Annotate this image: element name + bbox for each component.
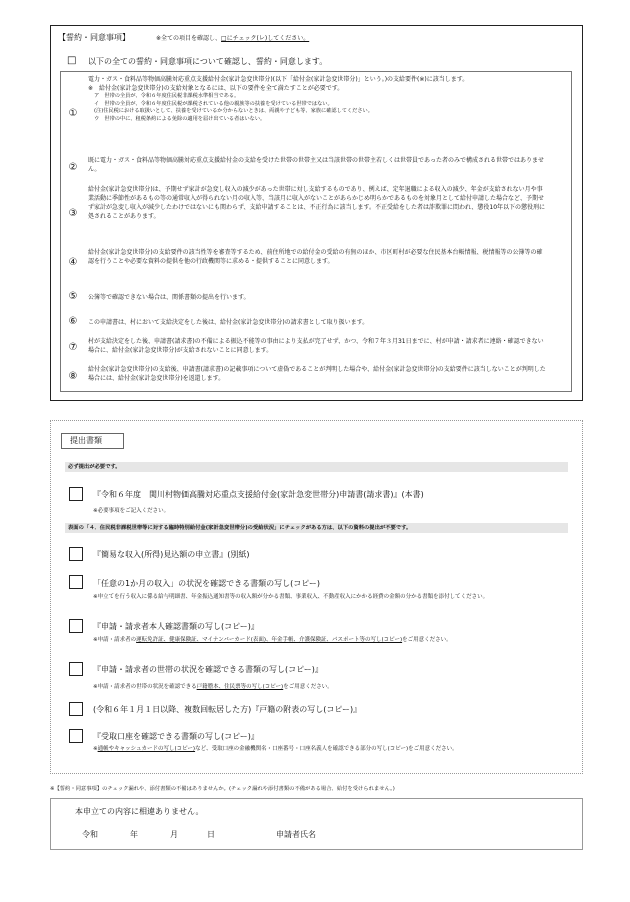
pledge-instruction-underlined: □にチェック(レ)してください。	[221, 35, 310, 42]
signature-month: 月	[170, 830, 178, 839]
pledge-item-number: ⑥	[68, 316, 78, 327]
pledge-item-sub: ア 世帯の全員が、令和６年度住民税非課税水準相当である。	[94, 93, 240, 99]
pledge-item-sub: (注)住民税における取扱いとして、扶養を受けているか分からないときは、両親や子ども等、家族に確認してください。	[94, 108, 373, 115]
pledge-item-number: ②	[68, 162, 78, 173]
doc5-label: 『申請・請求者の世帯の状況を確認できる書類の写し(コピー)』	[93, 665, 323, 674]
doc5-note-suffix: をご用意ください。	[283, 684, 333, 690]
pledge-item-number: ⑧	[68, 371, 78, 382]
signature-year: 年	[130, 830, 138, 839]
doc1-checkbox[interactable]	[69, 487, 83, 501]
doc1-label: 『令和６年度 関川村物価高騰対応重点支援給付金(家計急変世帯分)申請書(請求書)』(本書)	[93, 490, 424, 499]
pledge-item-text: 給付金(家計急変世帯分)の支給後、申請書(請求書)の記載事項について虚偽であることが判明した場合や、給付金(家計急変世帯分)の支給要件に該当しないことが判明した場合には、給付金(家計急変世帯分)を返還します。	[88, 366, 546, 382]
doc3-label: 「任意の1か月の収入」の状況を確認できる書類の写し(コピー)	[93, 579, 321, 588]
pledge-item-text: 公簿等で確認できない場合は、関係書類の提出を行います。	[88, 294, 250, 301]
doc4-note-underlined: 運転免許証、健康保険証、マイナンバーカード(表面)、年金手帳、介護保険証、パスポート等の写し(コピー)	[136, 637, 403, 643]
pledge-item-number: ③	[68, 208, 78, 219]
doc7-note-underlined: 通帳やキャッシュカードの写し(コピー)	[97, 746, 196, 752]
pledge-item-number: ①	[68, 108, 78, 119]
doc7-note-suffix: など、受取口座の金融機関名・口座番号・口座名義人を確認できる部分の写し(コピー)をご用意ください。	[195, 746, 458, 752]
pledge-title: 【誓約・同意事項】	[58, 33, 130, 42]
doc1-note: ※必要事項をご記入ください。	[93, 508, 170, 514]
pledge-item-text	[88, 75, 548, 123]
agree-all-text: 以下の全ての誓約・同意事項について確認し、誓約・同意します。	[88, 57, 328, 66]
pledge-item-line: 電力・ガス・食料品等物価高騰対応重点支援給付金(家計急変世帯分)(以下「給付金(家計急変世帯分)」という。)の支給要件(※)に該当します。	[88, 76, 469, 83]
pledge-item-text: この申請書は、村において支給決定をした後は、給付金(家計急変世帯分)の請求書として取り扱います。	[88, 319, 369, 326]
signature-era: 令和	[82, 830, 98, 839]
doc6-checkbox[interactable]	[69, 702, 83, 716]
signature-box	[50, 798, 583, 850]
doc7-label: 『受取口座を確認できる書類の写し(コピー)』	[93, 732, 259, 741]
agree-all-checkbox[interactable]: □	[67, 55, 77, 66]
doc7-note-prefix: ※	[93, 746, 98, 752]
signature-statement: 本申立ての内容に相違ありません。	[75, 807, 204, 816]
doc7-checkbox[interactable]	[69, 729, 83, 743]
pledge-instruction-prefix: ※全ての項目を確認し、	[156, 35, 222, 42]
doc2-checkbox[interactable]	[69, 547, 83, 561]
pledge-item-text: 村が支給決定をした後、申請書(請求書)の不備による振込不能等の事由により支払が完了せず、かつ、令和７年３月31日までに、村が申請・請求者に連絡・確認できない場合に、給付金(家計急変世帯分)が支給されないことに同意します。	[88, 338, 544, 354]
pledge-item-text: 給付金(家計急変世帯分)の支給要件の該当性等を審査等するため、前住所地での給付金の受給の有無のほか、市区町村が必要な住民基本台帳情報、税情報等の公簿等の確認を行うことや必要な資料の提供を他の行政機関等に求める・提供することに同意します。	[88, 249, 543, 265]
required-bar: 必ず提出が必要です。	[65, 462, 568, 472]
doc7-note	[93, 745, 548, 753]
doc5-note-underlined: 戸籍謄本、住民票等の写し(コピー)	[196, 684, 284, 690]
doc4-checkbox[interactable]	[69, 619, 83, 633]
doc6-label: (令和６年１月１日以降、複数回転居した方)『戸籍の附表の写し(コピー)』	[93, 705, 362, 714]
pledge-item-sub: イ 世帯の全員が、令和６年度住民税が課税されている他の親族等の扶養を受けている世帯ではない。	[94, 100, 333, 107]
doc3-note: ※申立てを行う収入に係る給与明細書、年金振込通知書等の収入額が分かる書類、事業収入、不動産収入にかかる経費の金額の分かる書類を添付してください。	[93, 594, 489, 600]
pledge-instruction	[156, 35, 309, 42]
signature-day: 日	[207, 830, 215, 839]
doc2-label: 『簡易な収入(所得)見込額の申立書』(別紙)	[93, 550, 250, 559]
doc3-checkbox[interactable]	[69, 575, 83, 589]
signature-name-label: 申請者氏名	[276, 830, 316, 839]
doc5-note-prefix: ※申請・請求者の世帯の状況を確認できる	[93, 684, 197, 690]
documents-title: 提出書類	[70, 436, 102, 445]
pledge-item-sub: ウ 世帯の中に、租税条約による免除の適用を届け出ている者はいない。	[94, 115, 266, 122]
conditional-bar: 表面の「４．住民税非課税世帯等に対する臨時特別給付金(家計急変世帯分)の受給状況」にチェックがある方は、以下の資料の提出が不要です。	[65, 523, 568, 533]
footer-note: ※【誓約・同意事項】のチェック漏れや、添付書類の不備はありませんか。(チェック漏れや添付書類の不備がある場合、給付を受けられません。)	[50, 786, 395, 792]
pledge-item-number: ④	[68, 257, 78, 268]
doc4-label: 『申請・請求者本人確認書類の写し(コピー)』	[93, 622, 259, 631]
doc5-checkbox[interactable]	[69, 662, 83, 676]
doc4-note-prefix: ※申請・請求者の	[93, 637, 137, 643]
pledge-item-text: 給付金(家計急変世帯分)は、予期せず家計が急変し収入の減少があった世帯に対し支給するものであり、例えば、定年退職による収入の減少、年金が支給されない月や事業活動に季節性があるもの等の通常収入が得られない月の収入等、当該月に収入がないことがあらかじめ明らかであるものを対象月として給付申請した場合など、予期せず家計が急変し収入が減少したわけではないにも関わらず、支給申請することは、不正行為に該当します。不正受給をした者は詐欺罪に問われ、懲役10年以下の懲役刑に処されることがあります。	[88, 186, 546, 220]
pledge-item-number: ⑤	[68, 291, 78, 302]
pledge-item-line: ※ 給付金(家計急変世帯分)の支給対象となるには、以下の要件を全て満たすことが必要です。	[88, 85, 344, 92]
pledge-item-text: 既に電力・ガス・食料品等物価高騰対応重点支援給付金の支給を受けた世帯の世帯主又は当該世帯の世帯主若しくは世帯員であった者のみで構成される世帯ではありません。	[88, 157, 544, 173]
doc5-note	[93, 683, 548, 691]
pledge-item-number: ⑦	[68, 342, 78, 353]
doc4-note	[93, 636, 548, 644]
doc4-note-suffix: をご用意ください。	[402, 637, 452, 643]
